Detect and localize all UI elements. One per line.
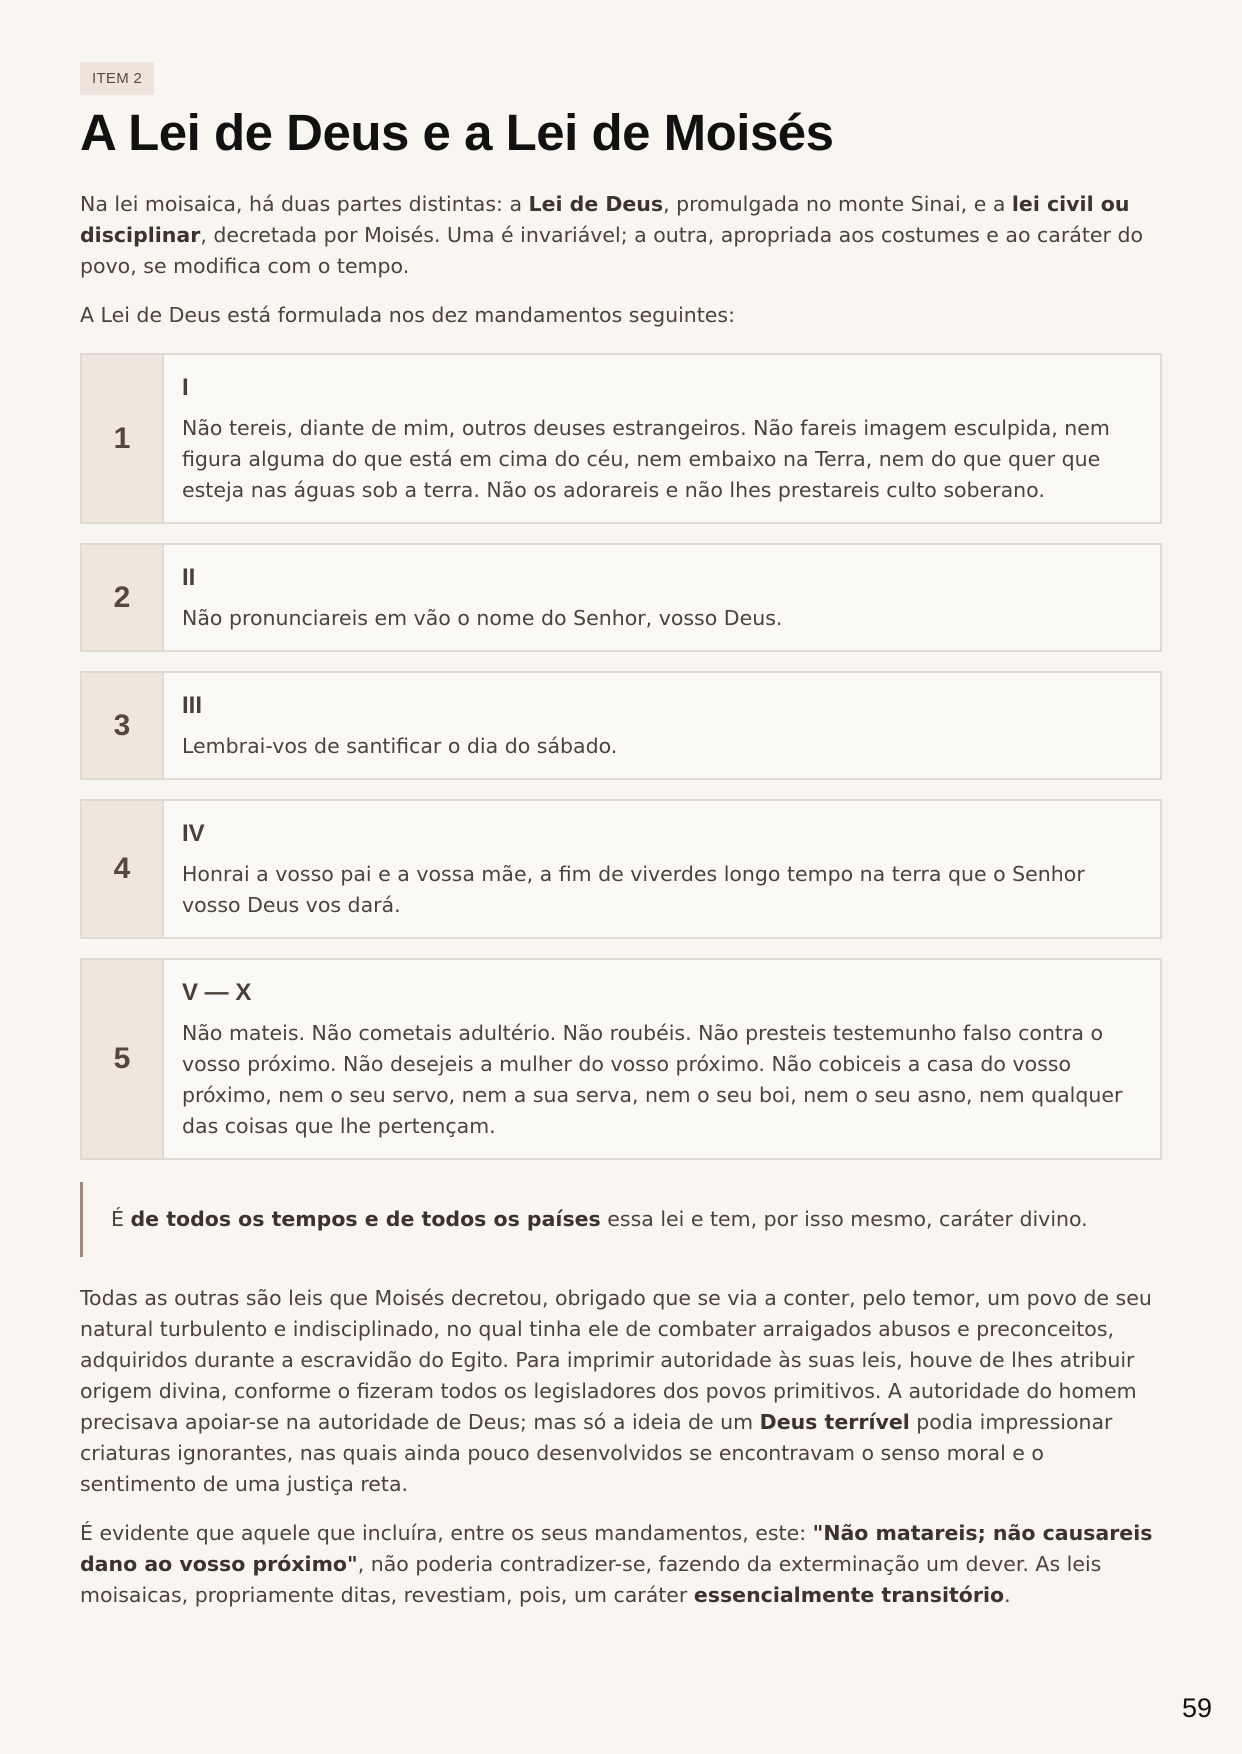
quote-run-bold: de todos os tempos e de todos os países <box>130 1207 601 1232</box>
body-run: Todas as outras são leis que Moisés decretou, obrigado que se via a conter, pelo temor, um povo de seu natural turbulento e indisciplinado, no qual tinha ele de combater arraigados abusos e preconceitos, adquiridos durante a escravidão do Egito. Para imprimir autoridade às suas leis, houve de lhes atribuir origem divina, conforme o fizeram todos os legisladores dos povos primitivos. A autoridade do homem precisava apoiar-se na autoridade de Deus; mas só a ideia de um <box>80 1286 1152 1435</box>
commandment-text: Não pronunciareis em vão o nome do Senhor, vosso Deus. <box>182 606 783 631</box>
page-number: 59 <box>1181 1693 1212 1723</box>
commandment-number: 5 <box>82 960 164 1158</box>
blockquote <box>80 1182 1162 1257</box>
commandment-number: 3 <box>82 673 164 778</box>
intro-run-bold: lei civil ou disciplinar <box>80 192 1130 248</box>
commandment-number: 4 <box>82 801 164 937</box>
body-run-bold: Deus terrível <box>759 1410 910 1435</box>
commandment-card <box>80 543 1162 652</box>
body-run-bold: "Não matareis; não causareis dano ao vosso próximo" <box>80 1521 1153 1577</box>
item-badge: ITEM 2 <box>80 62 154 95</box>
commandment-text: Honrai a vosso pai e a vossa mãe, a fim de viverdes longo tempo na terra que o Senhor vosso Deus vos dará. <box>182 862 1085 918</box>
commandment-card <box>80 799 1162 939</box>
commandment-body <box>164 355 1160 522</box>
commandments-list <box>80 353 1162 1160</box>
page-title: A Lei de Deus e a Lei de Moisés <box>80 104 834 161</box>
body-run-bold: essencialmente transitório <box>693 1583 1005 1608</box>
intro-paragraph <box>80 189 1162 282</box>
body-run: . <box>1004 1583 1011 1608</box>
intro-run: Na lei moisaica, há duas partes distintas: a <box>80 192 529 217</box>
commandment-roman: V — X <box>182 979 252 1007</box>
commandment-card <box>80 958 1162 1160</box>
intro-run: , promulgada no monte Sinai, e a <box>663 192 1012 217</box>
commandment-card <box>80 671 1162 780</box>
commandment-text: Lembrai-vos de santificar o dia do sábado. <box>182 734 618 759</box>
commandment-roman: III <box>182 692 203 720</box>
intro-run-bold: Lei de Deus <box>528 192 664 217</box>
body-run: É evidente que aquele que incluíra, entre os seus mandamentos, este: <box>80 1521 813 1546</box>
quote-run: É <box>111 1207 131 1232</box>
body-paragraph <box>80 1518 1162 1611</box>
document-page <box>80 62 1162 1629</box>
body-run: podia impressionar criaturas ignorantes, nas quais ainda pouco desenvolvidos se encontravam o senso moral e o sentimento de uma justiça reta. <box>80 1410 1113 1497</box>
quote-run: essa lei e tem, por isso mesmo, caráter divino. <box>600 1207 1088 1232</box>
intro-lead-paragraph: A Lei de Deus está formulada nos dez mandamentos seguintes: <box>80 303 736 328</box>
commandment-number: 1 <box>82 355 164 522</box>
body-run: , não poderia contradizer-se, fazendo da exterminação um dever. As leis moisaicas, propriamente ditas, revestiam, pois, um caráter <box>80 1552 1102 1608</box>
commandment-body <box>164 801 1160 937</box>
commandment-roman: IV <box>182 820 205 848</box>
commandment-text: Não mateis. Não cometais adultério. Não roubéis. Não presteis testemunho falso contra o vosso próximo. Não desejeis a mulher do vosso próximo. Não cobiceis a casa do vosso próximo, nem o seu servo, nem a sua serva, nem o seu boi, nem o seu asno, nem qualquer das coisas que lhe pertençam. <box>182 1021 1123 1139</box>
commandment-text: Não tereis, diante de mim, outros deuses estrangeiros. Não fareis imagem esculpida, nem figura alguma do que está em cima do céu, nem embaixo na Terra, nem do que quer que esteja nas águas sob a terra. Não os adorareis e não lhes prestareis culto soberano. <box>182 416 1110 503</box>
commandment-number: 2 <box>82 545 164 650</box>
commandment-body <box>164 960 1160 1158</box>
commandment-card <box>80 353 1162 524</box>
body-paragraph <box>80 1283 1162 1500</box>
commandment-body <box>164 545 1160 650</box>
commandment-roman: I <box>182 374 189 402</box>
commandment-roman: II <box>182 564 196 592</box>
intro-run: , decretada por Moisés. Uma é invariável; a outra, apropriada aos costumes e ao caráter do povo, se modifica com o tempo. <box>80 223 1143 279</box>
commandment-body <box>164 673 1160 778</box>
